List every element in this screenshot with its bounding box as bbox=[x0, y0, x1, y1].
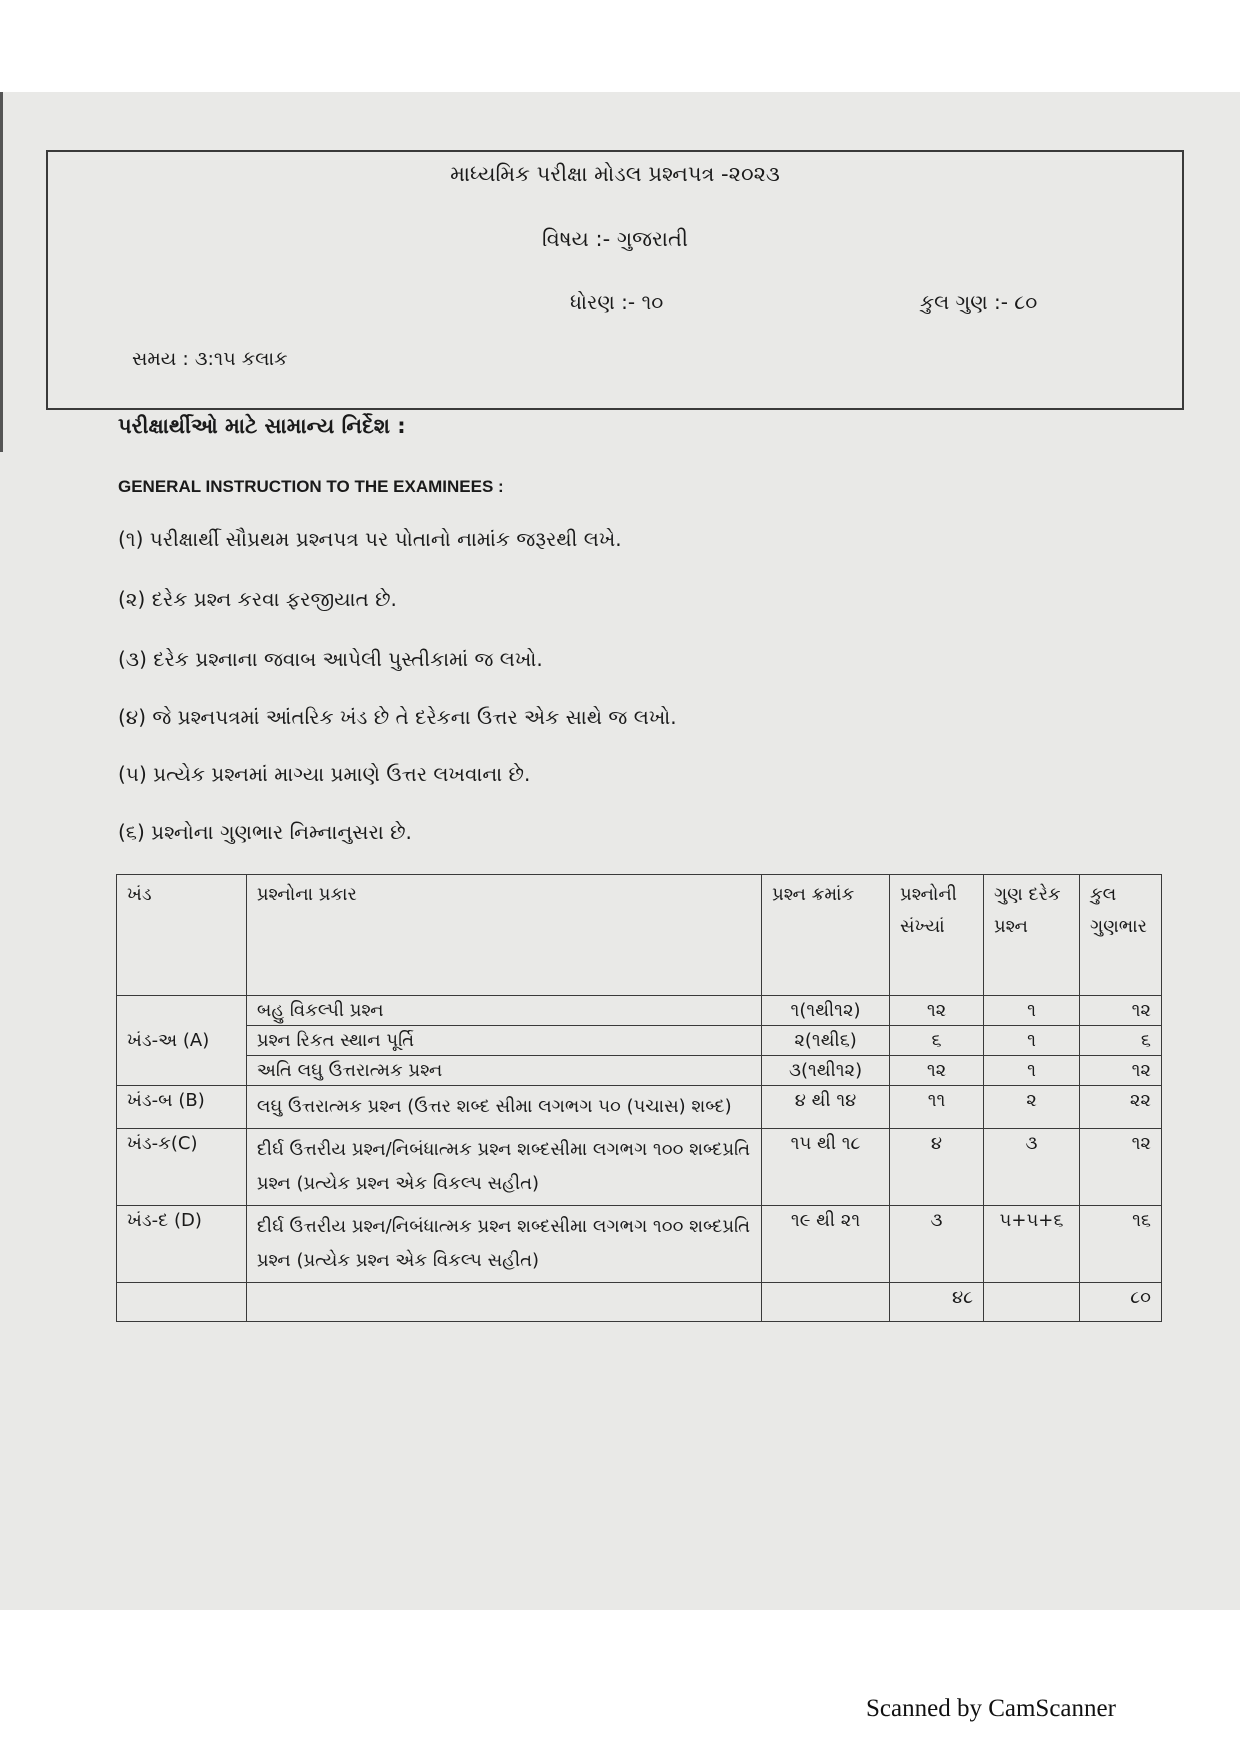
instruction-item: (૧) પરીક્ષાર્થી સૌપ્રથમ પ્રશ્નપત્ર પર પોતાનો નામાંક જરૂરથી લખે. bbox=[118, 527, 622, 551]
type-cell: પ્રશ્ન રિકત સ્થાન પૂર્તિ bbox=[246, 1026, 761, 1056]
marks-distribution-table bbox=[116, 874, 1162, 1322]
header-question-number: પ્રશ્ન ક્રમાંક bbox=[762, 875, 890, 996]
table-row bbox=[117, 996, 1162, 1026]
header-question-type: પ્રશ્નોના પ્રકાર bbox=[246, 875, 761, 996]
header-section: ખંડ bbox=[117, 875, 247, 996]
section-cell: ખંડ-અ (A) bbox=[117, 996, 247, 1086]
general-instructions-heading-english: GENERAL INSTRUCTION TO THE EXAMINEES : bbox=[118, 477, 504, 496]
qno-cell: ૨(૧થી૬) bbox=[762, 1026, 890, 1056]
count-cell: ૧૧ bbox=[890, 1086, 984, 1129]
qno-cell: ૧૯ થી ૨૧ bbox=[762, 1206, 890, 1283]
section-cell: ખંડ-દ (D) bbox=[117, 1206, 247, 1283]
table-row bbox=[117, 1026, 1162, 1056]
count-cell: ૬ bbox=[890, 1026, 984, 1056]
count-cell: ૪ bbox=[890, 1129, 984, 1206]
marks-each-cell: ૧ bbox=[984, 996, 1080, 1026]
grand-total-cell: ૮૦ bbox=[1079, 1283, 1161, 1322]
table-row bbox=[117, 1206, 1162, 1283]
exam-subject: વિષય :- ગુજરાતી bbox=[542, 227, 688, 251]
marks-each-cell: ૩ bbox=[984, 1129, 1080, 1206]
total-cell: ૧૨ bbox=[1079, 1056, 1161, 1086]
exam-standard: ધોરણ :- ૧૦ bbox=[570, 290, 664, 314]
qno-cell: ૧૫ થી ૧૮ bbox=[762, 1129, 890, 1206]
count-cell: ૩ bbox=[890, 1206, 984, 1283]
marks-each-cell: ૧ bbox=[984, 1056, 1080, 1086]
qno-cell: ૩(૧થી૧૨) bbox=[762, 1056, 890, 1086]
scanner-watermark: Scanned by CamScanner bbox=[866, 1695, 1116, 1722]
total-cell: ૧૨ bbox=[1079, 1129, 1161, 1206]
table-row bbox=[117, 1129, 1162, 1206]
qno-cell: ૪ થી ૧૪ bbox=[762, 1086, 890, 1129]
total-cell: ૧૨ bbox=[1079, 996, 1161, 1026]
section-cell: ખંડ-બ (B) bbox=[117, 1086, 247, 1129]
exam-title: માધ્યમિક પરીક્ષા મોડલ પ્રશ્નપત્ર -૨૦૨૩ bbox=[450, 162, 780, 186]
exam-header-box bbox=[46, 150, 1184, 410]
exam-total-marks: કુલ ગુણ :- ૮૦ bbox=[920, 290, 1038, 314]
instruction-item: (૨) દરેક પ્રશ્ન કરવા ફરજીયાત છે. bbox=[118, 587, 397, 611]
exam-time: સમય : ૩:૧૫ કલાક bbox=[132, 348, 288, 370]
marks-each-cell: ૫+૫+૬ bbox=[984, 1206, 1080, 1283]
type-cell: અતિ લઘુ ઉત્તરાત્મક પ્રશ્ન bbox=[246, 1056, 761, 1086]
page-edge-shadow bbox=[0, 92, 3, 452]
table-totals-row bbox=[117, 1283, 1162, 1322]
instruction-item: (૬) પ્રશ્નોના ગુણભાર નિમ્નાનુસરા છે. bbox=[118, 820, 412, 844]
header-question-count: પ્રશ્નોની સંખ્યાં bbox=[890, 875, 984, 996]
general-instructions-heading-gujarati: પરીક્ષાર્થીઓ માટે સામાન્ય નિર્દેશ : bbox=[118, 414, 406, 438]
instruction-item: (૪) જે પ્રશ્નપત્રમાં આંતરિક ખંડ છે તે દરેકના ઉત્તર એક સાથે જ લખો. bbox=[118, 705, 677, 729]
total-cell: ૬ bbox=[1079, 1026, 1161, 1056]
marks-each-cell: ૧ bbox=[984, 1026, 1080, 1056]
total-count-cell: ૪૮ bbox=[890, 1283, 984, 1322]
table-row bbox=[117, 1056, 1162, 1086]
empty-cell bbox=[117, 1283, 247, 1322]
table-row bbox=[117, 1086, 1162, 1129]
section-cell: ખંડ-ક(C) bbox=[117, 1129, 247, 1206]
top-margin bbox=[0, 0, 1240, 92]
instruction-item: (૫) પ્રત્યેક પ્રશ્નમાં માગ્યા પ્રમાણે ઉત્તર લખવાના છે. bbox=[118, 762, 531, 786]
bottom-margin bbox=[0, 1610, 1240, 1755]
count-cell: ૧૨ bbox=[890, 1056, 984, 1086]
table-header-row bbox=[117, 875, 1162, 996]
type-cell: બહુ વિકલ્પી પ્રશ્ન bbox=[246, 996, 761, 1026]
type-cell: દીર્ઘ ઉત્તરીય પ્રશ્ન/નિબંધાત્મક પ્રશ્ન શબ્દસીમા લગભગ ૧૦૦ શબ્દપ્રતિ પ્રશ્ન (પ્રત્યેક પ્રશ્ન એક વિકલ્પ સહીત) bbox=[246, 1129, 761, 1206]
marks-each-cell: ૨ bbox=[984, 1086, 1080, 1129]
count-cell: ૧૨ bbox=[890, 996, 984, 1026]
type-cell: લઘુ ઉત્તરાત્મક પ્રશ્ન (ઉત્તર શબ્દ સીમા લગભગ ૫૦ (પચાસ) શબ્દ) bbox=[246, 1086, 761, 1129]
header-total-marks: કુલ ગુણભાર bbox=[1079, 875, 1161, 996]
header-marks-each: ગુણ દરેક પ્રશ્ન bbox=[984, 875, 1080, 996]
total-cell: ૨૨ bbox=[1079, 1086, 1161, 1129]
empty-cell bbox=[984, 1283, 1080, 1322]
empty-cell bbox=[762, 1283, 890, 1322]
instruction-item: (૩) દરેક પ્રશ્નાના જવાબ આપેલી પુસ્તીકામાં જ લખો. bbox=[118, 647, 543, 671]
empty-cell bbox=[246, 1283, 761, 1322]
total-cell: ૧૬ bbox=[1079, 1206, 1161, 1283]
type-cell: દીર્ઘ ઉત્તરીય પ્રશ્ન/નિબંધાત્મક પ્રશ્ન શબ્દસીમા લગભગ ૧૦૦ શબ્દપ્રતિ પ્રશ્ન (પ્રત્યેક પ્રશ્ન એક વિકલ્પ સહીત) bbox=[246, 1206, 761, 1283]
qno-cell: ૧(૧થી૧૨) bbox=[762, 996, 890, 1026]
